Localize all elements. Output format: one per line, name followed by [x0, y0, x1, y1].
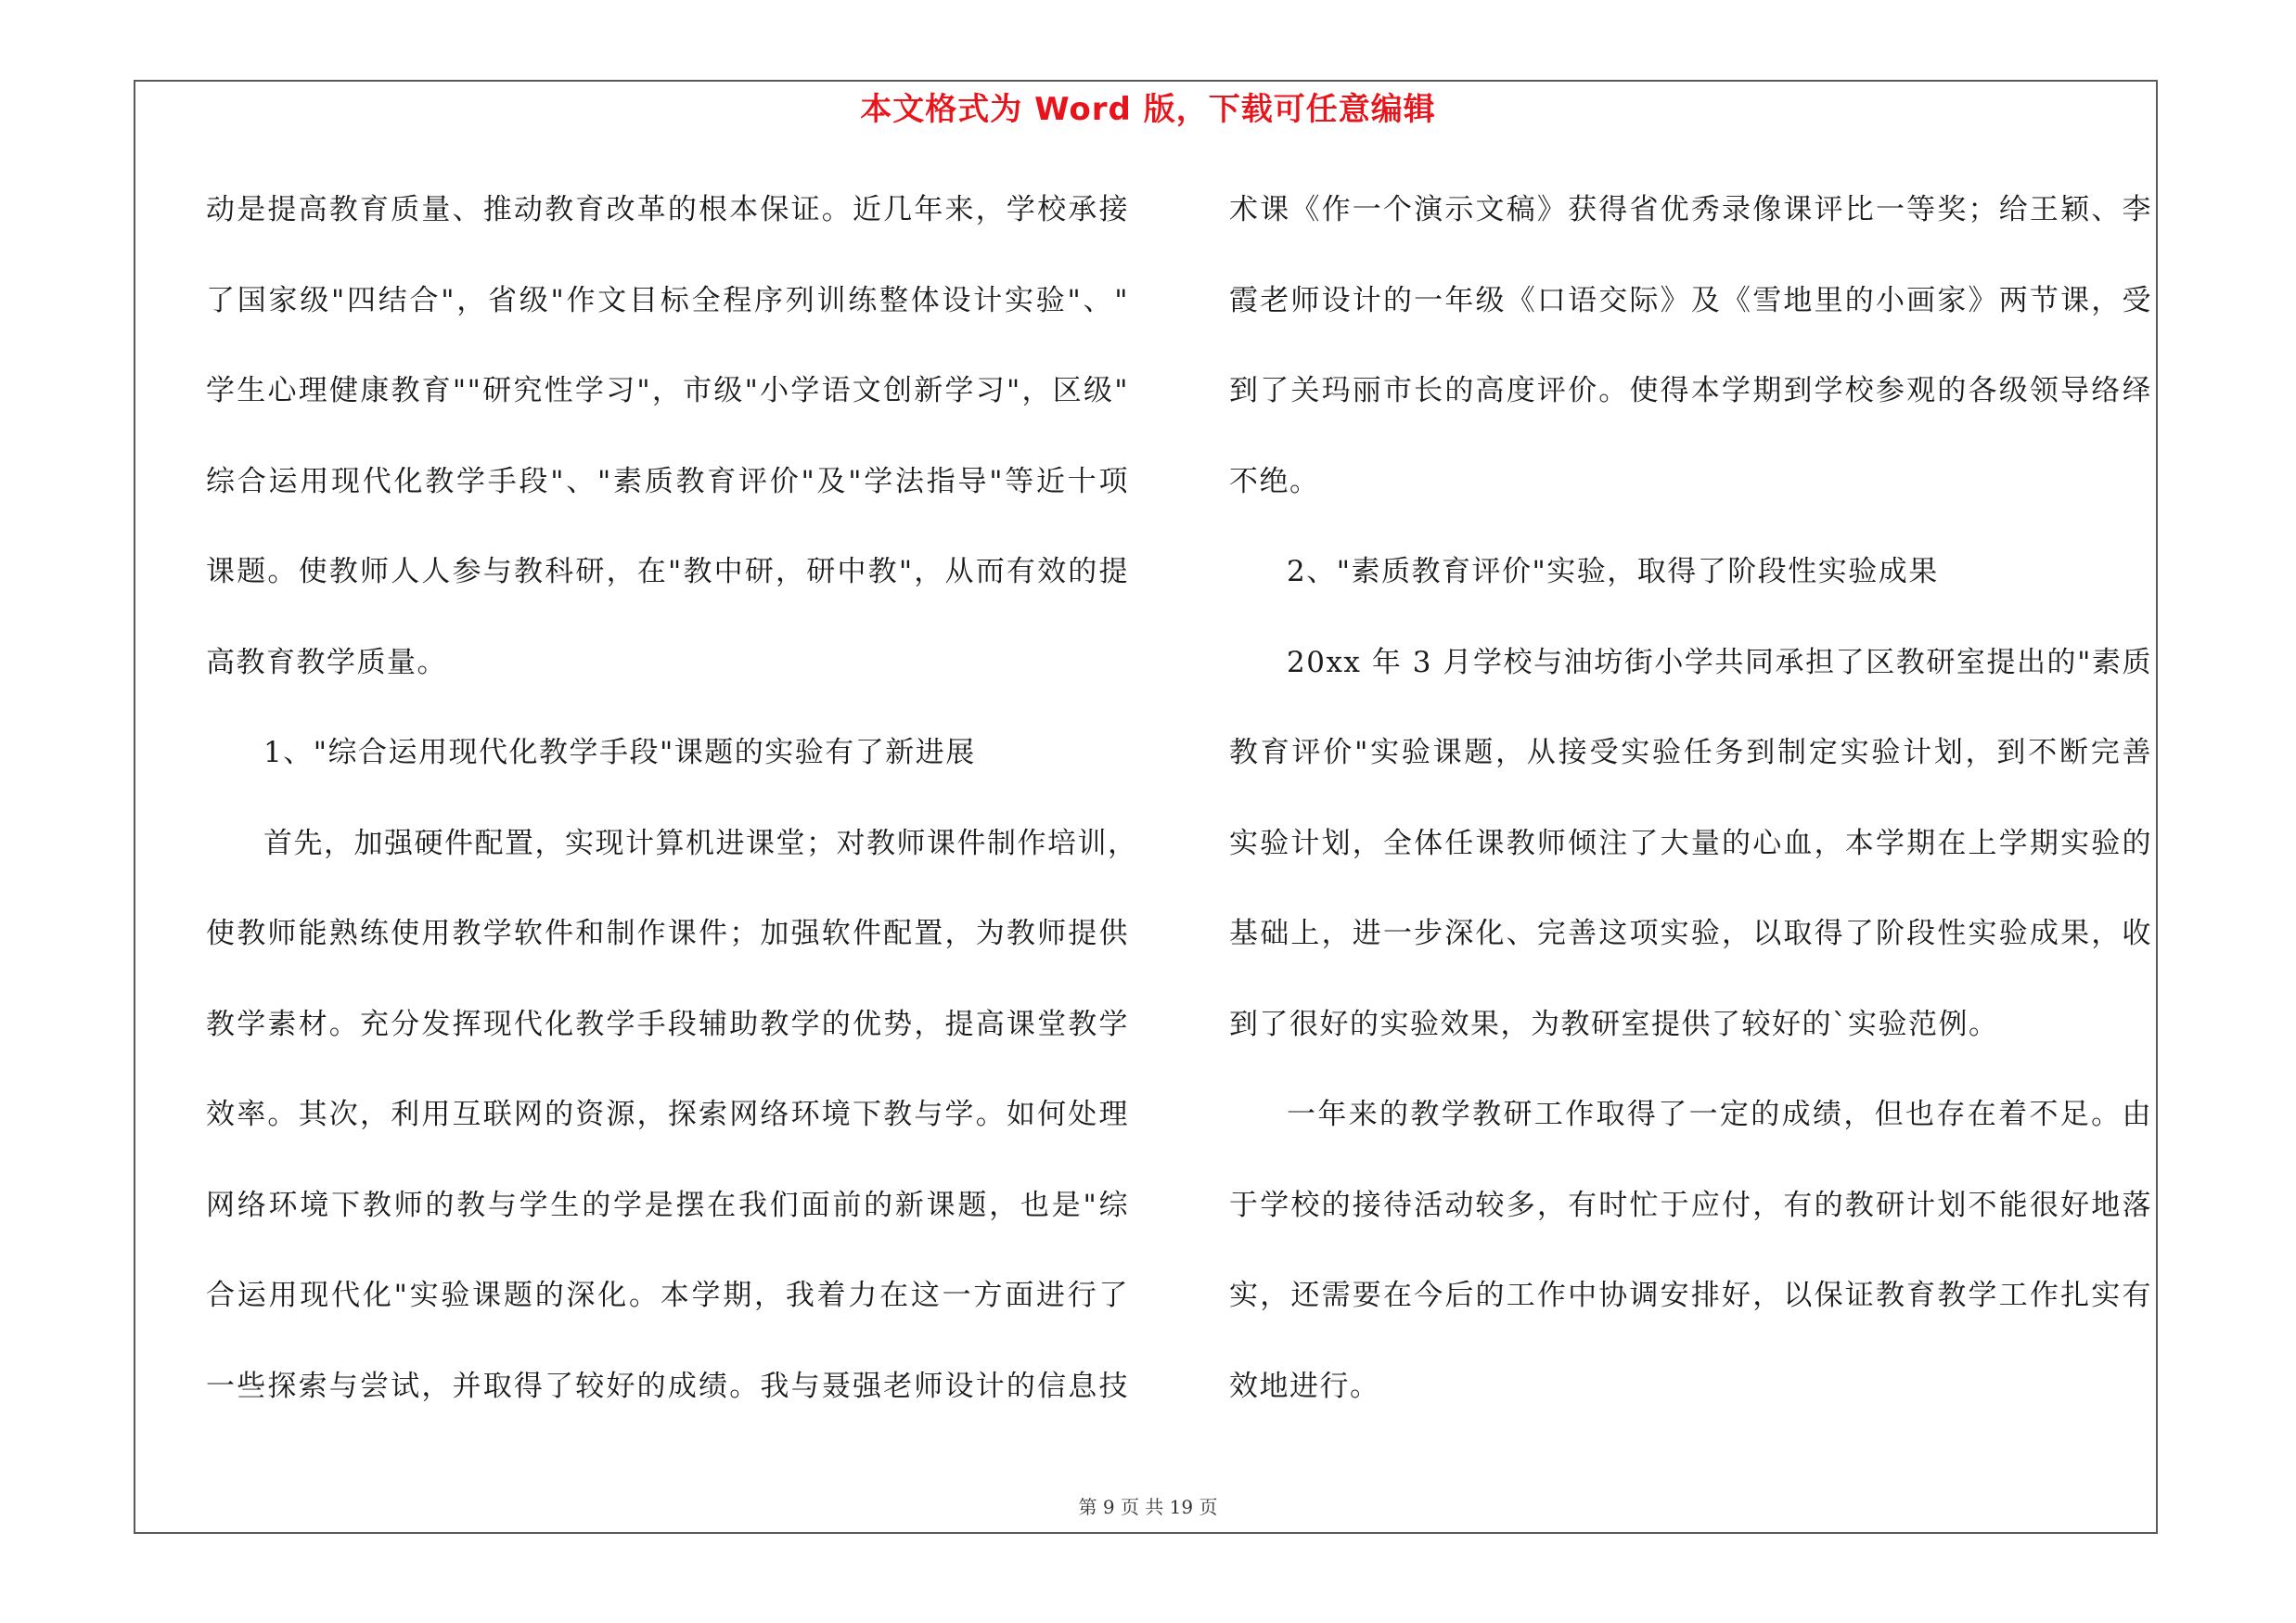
page-number: 第 9 页 共 19 页: [1078, 1496, 1218, 1518]
text-line: 于学校的接待活动较多，有时忙于应付，有的教研计划不能很好地落: [1229, 1188, 2152, 1222]
text-line: 效率。其次，利用互联网的资源，探索网络环境下教与学。如何处理: [206, 1098, 1129, 1131]
text-line: 首先，加强硬件配置，实现计算机进课堂；对教师课件制作培训，: [263, 826, 1138, 860]
text-line: 实验计划，全体任课教师倾注了大量的心血，本学期在上学期实验的: [1229, 826, 2152, 860]
text-line: 实，还需要在今后的工作中协调安排好，以保证教育教学工作扎实有: [1229, 1279, 2152, 1312]
text-line: 高教育教学质量。: [206, 645, 447, 679]
text-line: 课题。使教师人人参与教科研，在"教中研，研中教"，从而有效的提: [206, 555, 1129, 588]
text-line: 学生心理健康教育""研究性学习"，市级"小学语文创新学习"，区级": [206, 374, 1129, 407]
format-banner: 本文格式为 Word 版，下载可任意编辑: [860, 91, 1436, 128]
text-line: 了国家级"四结合"，省级"作文目标全程序列训练整体设计实验"、": [206, 283, 1129, 317]
text-line: 综合运用现代化教学手段"、"素质教育评价"及"学法指导"等近十项: [206, 464, 1129, 498]
text-line: 术课《作一个演示文稿》获得省优秀录像课评比一等奖；给王颖、李: [1229, 193, 2152, 226]
text-line: 不绝。: [1229, 464, 1320, 498]
text-line: 动是提高教育质量、推动教育改革的根本保证。近几年来，学校承接: [206, 193, 1129, 226]
text-line: 一些探索与尝试，并取得了较好的成绩。我与聂强老师设计的信息技: [206, 1369, 1129, 1403]
text-line: 教学素材。充分发挥现代化教学手段辅助教学的优势，提高课堂教学: [206, 1007, 1129, 1041]
text-line: 一年来的教学教研工作取得了一定的成绩，但也存在着不足。由: [1287, 1098, 2152, 1131]
text-line: 到了很好的实验效果，为教研室提供了较好的`实验范例。: [1229, 1007, 1999, 1041]
section-heading: 1、"综合运用现代化教学手段"课题的实验有了新进展: [263, 736, 976, 769]
text-line: 基础上，进一步深化、完善这项实验，以取得了阶段性实验成果，收: [1229, 917, 2152, 950]
text-line: 20xx 年 3 月学校与油坊街小学共同承担了区教研室提出的"素质: [1287, 645, 2152, 679]
text-line: 网络环境下教师的教与学生的学是摆在我们面前的新课题，也是"综: [206, 1188, 1129, 1222]
text-line: 合运用现代化"实验课题的深化。本学期，我着力在这一方面进行了: [206, 1279, 1129, 1312]
text-line: 教育评价"实验课题，从接受实验任务到制定实验计划，到不断完善: [1229, 736, 2152, 769]
left-column: [206, 176, 1138, 1443]
text-line: 到了关玛丽市长的高度评价。使得本学期到学校参观的各级领导络绎: [1229, 374, 2152, 407]
section-heading: 2、"素质教育评价"实验，取得了阶段性实验成果: [1287, 555, 1939, 588]
text-line: 使教师能熟练使用教学软件和制作课件；加强软件配置，为教师提供: [206, 917, 1129, 950]
text-line: 霞老师设计的一年级《口语交际》及《雪地里的小画家》两节课，受: [1229, 283, 2152, 317]
text-line: 效地进行。: [1229, 1369, 1380, 1403]
right-column: [1229, 176, 2152, 1443]
